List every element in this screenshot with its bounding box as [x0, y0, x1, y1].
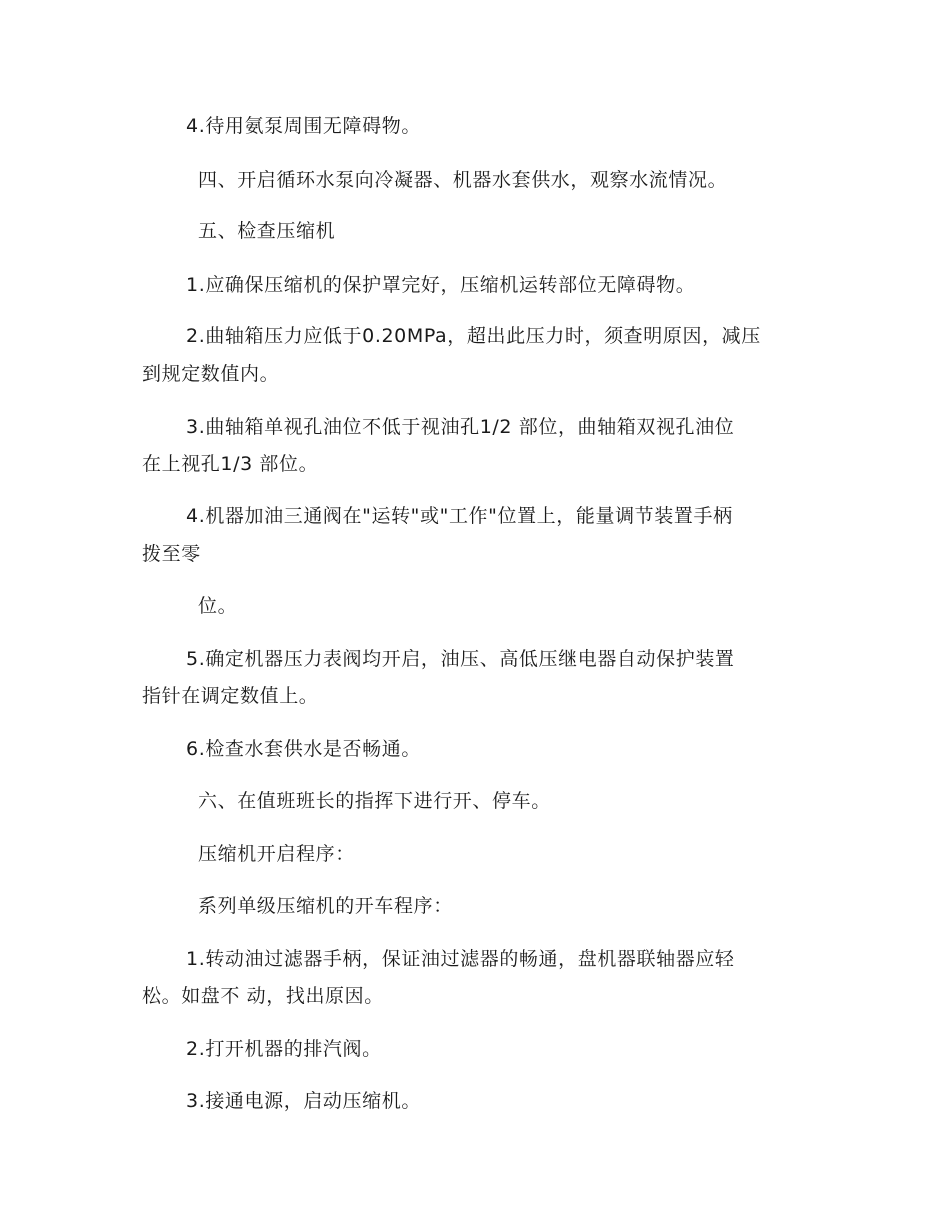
paragraph-line: 2.打开机器的排汽阀。	[186, 1038, 382, 1060]
paragraph-line: 6.检查水套供水是否畅通。	[186, 738, 421, 760]
paragraph-line: 3.曲轴箱单视孔油位不低于视油孔1/2 部位，曲轴箱双视孔油位	[186, 416, 735, 438]
paragraph-line: 系列单级压缩机的开车程序：	[198, 895, 453, 917]
paragraph-continuation: 到规定数值内。	[142, 363, 280, 385]
paragraph-continuation: 松。如盘不 动，找出原因。	[142, 985, 384, 1007]
paragraph-continuation: 在上视孔1/3 部位。	[142, 453, 319, 475]
section-heading: 五、检查压缩机	[198, 220, 336, 242]
paragraph-line: 4.待用氨泵周围无障碍物。	[186, 115, 421, 137]
paragraph-line: 5.确定机器压力表阀均开启，油压、高低压继电器自动保护装置	[186, 648, 735, 670]
paragraph-line: 1.转动油过滤器手柄，保证油过滤器的畅通，盘机器联轴器应轻	[186, 948, 735, 970]
paragraph-line: 位。	[198, 595, 238, 617]
section-heading: 六、在值班班长的指挥下进行开、停车。	[198, 790, 551, 812]
paragraph-line: 4.机器加油三通阀在"运转"或"工作"位置上，能量调节装置手柄	[186, 505, 733, 527]
paragraph-line: 压缩机开启程序：	[198, 843, 355, 865]
section-heading: 四、开启循环水泵向冷凝器、机器水套供水，观察水流情况。	[198, 169, 728, 191]
paragraph-continuation: 拨至零	[142, 543, 201, 565]
paragraph-line: 3.接通电源，启动压缩机。	[186, 1090, 421, 1112]
paragraph-line: 2.曲轴箱压力应低于0.20MPa，超出此压力时，须查明原因，减压	[186, 325, 761, 347]
paragraph-continuation: 指针在调定数值上。	[142, 685, 319, 707]
paragraph-line: 1.应确保压缩机的保护罩完好，压缩机运转部位无障碍物。	[186, 274, 696, 296]
